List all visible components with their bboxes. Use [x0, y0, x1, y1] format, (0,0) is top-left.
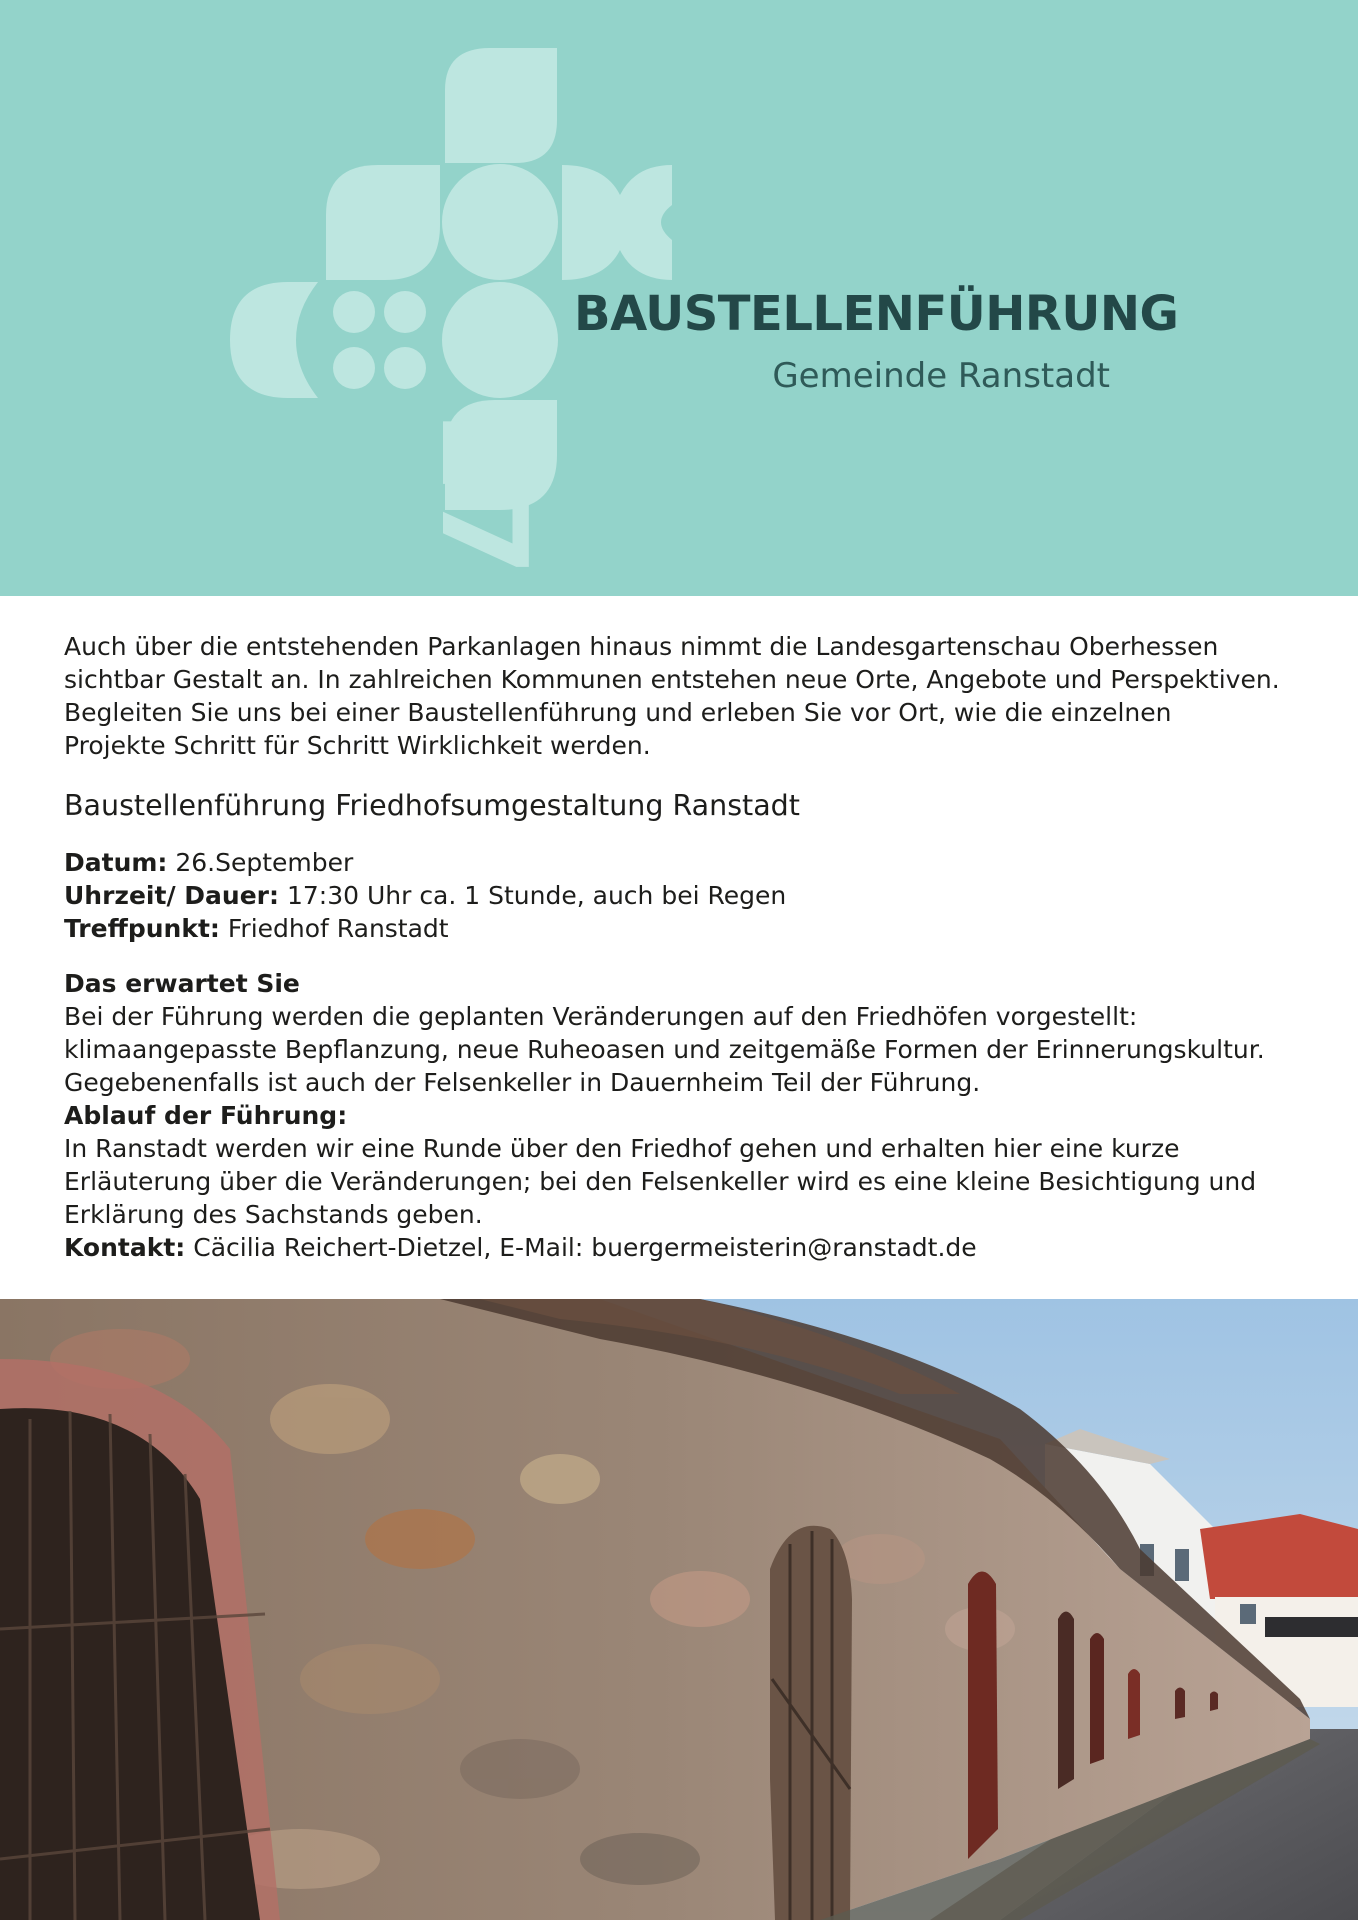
header-banner — [0, 0, 1358, 596]
expect-line: klimaangepasste Bepflanzung, neue Ruheoasen und zeitgemäße Formen der Erinnerungskultur. — [64, 1035, 1265, 1064]
date-row — [64, 846, 1314, 879]
procedure-heading: Ablauf der Führung: — [64, 1101, 348, 1130]
intro-line: Begleiten Sie uns bei einer Baustellenführung und erleben Sie vor Ort, wie die einzelnen — [64, 698, 1172, 727]
logo-leaf-shape — [326, 165, 440, 280]
header-title: BAUSTELLENFÜHRUNG — [574, 286, 1179, 342]
header-subtitle: Gemeinde Ranstadt — [772, 356, 1110, 396]
meeting-label: Treffpunkt: — [64, 914, 220, 943]
date-label: Datum: — [64, 848, 168, 877]
intro-line: sichtbar Gestalt an. In zahlreichen Kommunen entstehen neue Orte, Angebote und Perspektiven. — [64, 665, 1280, 694]
logo-heart-shape — [230, 282, 318, 398]
time-row — [64, 879, 1314, 912]
procedure-line: Erklärung des Sachstands geben. — [64, 1200, 483, 1229]
time-label: Uhrzeit/ Dauer: — [64, 881, 279, 910]
expect-heading: Das erwartet Sie — [64, 969, 300, 998]
logo-year-text: 27 — [415, 412, 553, 577]
procedure-line: Erläuterung über die Veränderungen; bei den Felsenkeller wird es eine kleine Besichtigung und — [64, 1167, 1257, 1196]
contact-label: Kontakt: — [64, 1233, 186, 1262]
meeting-value: Friedhof Ranstadt — [227, 914, 449, 943]
procedure-line: In Ranstadt werden wir eine Runde über den Friedhof gehen und erhalten hier eine kurze — [64, 1134, 1180, 1163]
intro-line: Projekte Schritt für Schritt Wirklichkeit werden. — [64, 731, 651, 760]
contact-value: Cäcilia Reichert-Dietzel, E-Mail: buergermeisterin@ranstadt.de — [193, 1233, 977, 1262]
logo-leaf-shape — [445, 48, 557, 163]
stone-wall-illustration — [0, 1299, 1358, 1920]
time-value: 17:30 Uhr ca. 1 Stunde, auch bei Regen — [286, 881, 787, 910]
event-details — [64, 846, 1314, 945]
expect-line: Gegebenenfalls ist auch der Felsenkeller in Dauernheim Teil der Führung. — [64, 1068, 981, 1097]
content-body — [64, 630, 1314, 1264]
logo-bowtie-shape — [562, 165, 672, 280]
expect-line: Bei der Führung werden die geplanten Veränderungen auf den Friedhöfen vorgestellt: — [64, 1002, 1138, 1031]
intro-paragraph — [64, 630, 1314, 762]
event-title: Baustellenführung Friedhofsumgestaltung Ranstadt — [64, 789, 800, 822]
logo-circle-shape — [442, 164, 558, 280]
photo-stone-wall — [0, 1299, 1358, 1920]
expect-section — [64, 967, 1314, 1264]
intro-line: Auch über die entstehenden Parkanlagen hinaus nimmt die Landesgartenschau Oberhessen — [64, 632, 1219, 661]
date-value: 26.September — [175, 848, 354, 877]
contact-row — [64, 1231, 1314, 1264]
meeting-row — [64, 912, 1314, 945]
